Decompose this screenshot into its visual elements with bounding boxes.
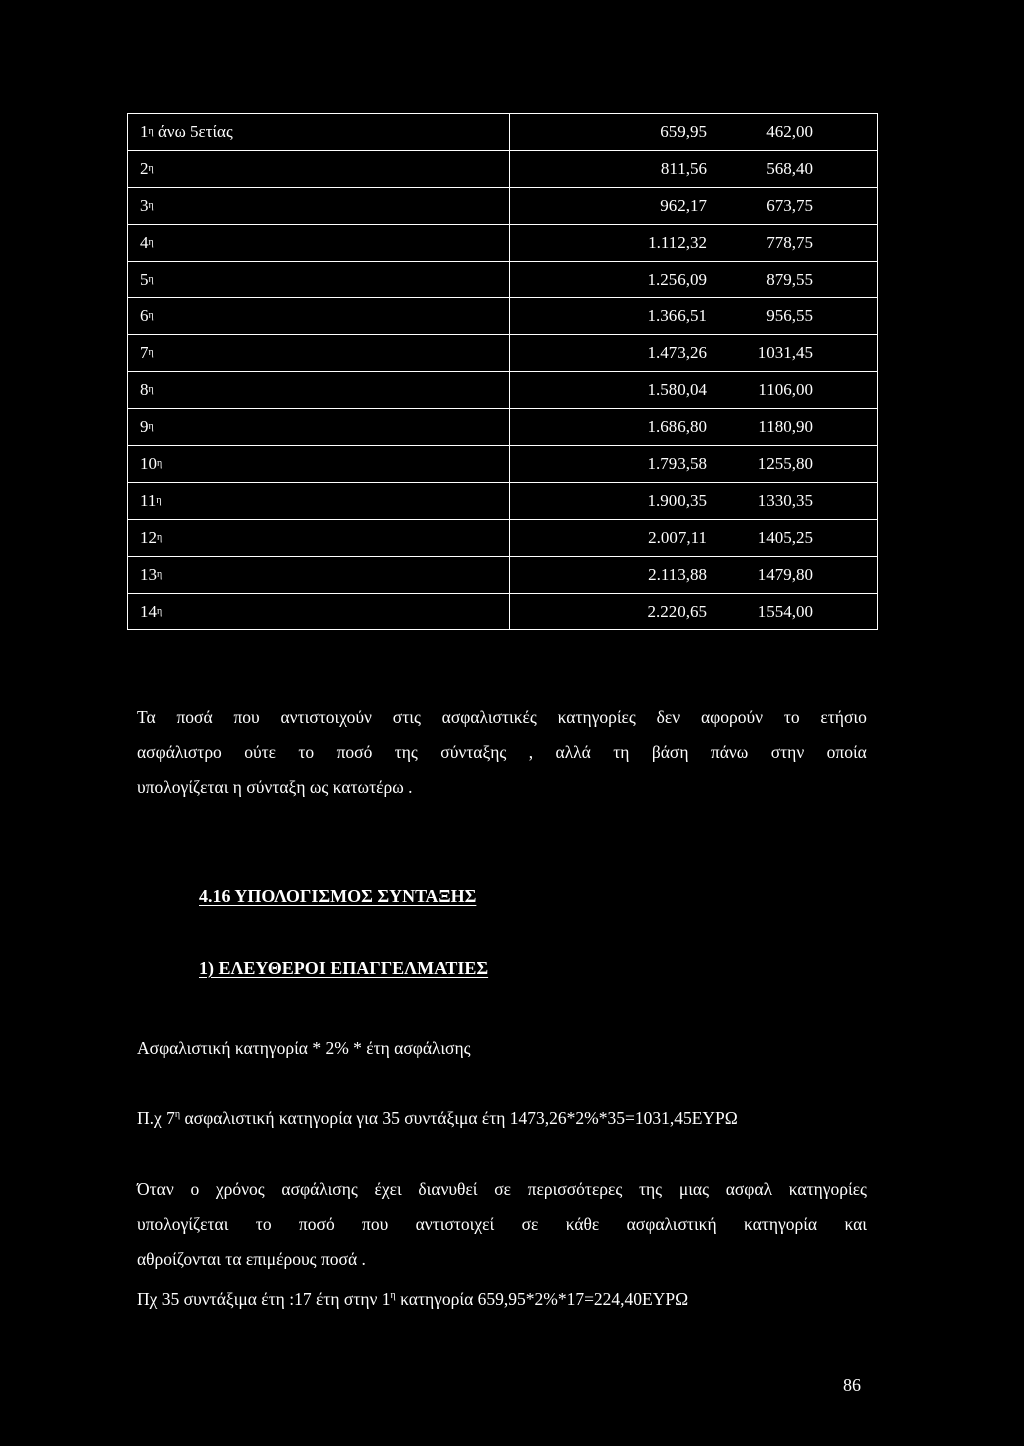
word: της: [394, 742, 418, 762]
paragraph-multiple-categories: [137, 1172, 867, 1277]
word: κατηγορίες: [557, 707, 636, 727]
table-row: [128, 188, 877, 225]
category-number: 12: [140, 527, 157, 547]
category-number: 8: [140, 380, 149, 400]
formula-text: Ασφαλιστική κατηγορία * 2% * έτη ασφάλισης: [137, 1038, 471, 1058]
page-number: 86: [843, 1375, 861, 1395]
amount-cell: 2.007,11: [648, 527, 707, 547]
amount-cell: 1.686,80: [647, 417, 707, 437]
word: αλλά: [555, 742, 591, 762]
table-row: [128, 114, 877, 151]
amount-cell: 659,95: [660, 121, 707, 141]
table-row: [128, 483, 877, 520]
category-number: 4: [140, 232, 149, 252]
table-row: [128, 335, 877, 372]
amount-cell: 2.113,88: [648, 564, 707, 584]
category-number: 5: [140, 269, 149, 289]
word: ο: [190, 1179, 200, 1199]
word: σε: [494, 1179, 511, 1199]
base-amount-cell: 1405,25: [757, 527, 813, 547]
word: κατηγορία: [743, 1214, 818, 1234]
table-row: [128, 409, 877, 446]
word: χρόνος: [215, 1179, 265, 1199]
amount-cell: 1.580,04: [647, 380, 707, 400]
word: ετήσιο: [820, 707, 867, 727]
base-amount-cell: 673,75: [766, 195, 813, 215]
base-amount-cell: 778,75: [766, 232, 813, 252]
word: δεν: [656, 707, 681, 727]
table-row: [128, 225, 877, 262]
base-amount-cell: 1255,80: [757, 453, 813, 473]
category-number: 6: [140, 306, 149, 326]
paragraph-line: [137, 1207, 867, 1242]
category-number: 10: [140, 453, 157, 473]
table-row: [128, 520, 877, 557]
category-number: 3: [140, 195, 149, 215]
amount-cell: 1.256,09: [647, 269, 707, 289]
category-cell: 7 η: [128, 335, 510, 371]
table-row: [128, 151, 877, 188]
amount-cell: 811,56: [660, 158, 707, 178]
table-row: [128, 298, 877, 335]
example-1-rest: ασφαλιστική κατηγορία για 35 συντάξιμα έτη 1473,26*2%*35=1031,45ΕΥΡΩ: [180, 1108, 738, 1128]
word: ποσό: [298, 1214, 335, 1234]
paragraph-line: αθροίζονται τα επιμέρους ποσά .: [137, 1249, 366, 1269]
paragraph-line: [137, 735, 867, 770]
table-row: [128, 446, 877, 483]
word: διανυθεί: [418, 1179, 478, 1199]
base-amount-cell: 879,55: [766, 269, 813, 289]
word: ούτε: [244, 742, 276, 762]
category-cell: 1 η άνω 5ετίας: [128, 114, 510, 150]
example-1: [137, 1101, 867, 1136]
table-row: [128, 594, 877, 631]
base-amount-cell: 1330,35: [757, 490, 813, 510]
word: το: [255, 1214, 272, 1234]
word: περισσότερες: [527, 1179, 623, 1199]
word: έχει: [374, 1179, 402, 1199]
base-amount-cell: 568,40: [766, 158, 813, 178]
category-number: 11: [140, 490, 157, 510]
word: Τα: [137, 707, 156, 727]
example-2-prefix: Πχ 35 συντάξιμα έτη :17 έτη στην 1: [137, 1289, 391, 1309]
amount-cell: 962,17: [660, 195, 707, 215]
word: στις: [392, 707, 421, 727]
category-note: άνω 5ετίας: [153, 121, 233, 141]
category-cell: 9 η: [128, 409, 510, 445]
section-heading: 4.16 ΥΠΟΛΟΓΙΣΜΟΣ ΣΥΝΤΑΞΗΣ: [199, 886, 477, 906]
word: που: [362, 1214, 389, 1234]
base-amount-cell: 1479,80: [757, 564, 813, 584]
word: της: [639, 1179, 663, 1199]
category-cell: 13 η: [128, 557, 510, 593]
amount-cell: 1.112,32: [648, 232, 707, 252]
word: ποσά: [176, 707, 213, 727]
base-amount-cell: 1031,45: [757, 343, 813, 363]
example-2-rest: κατηγορία 659,95*2%*17=224,40ΕΥΡΩ: [395, 1289, 689, 1309]
word: μιας: [678, 1179, 710, 1199]
base-amount-cell: 1106,00: [758, 380, 813, 400]
word: πάνω: [710, 742, 749, 762]
word: σε: [521, 1214, 539, 1234]
word: Όταν: [137, 1179, 174, 1199]
category-cell: 5 η: [128, 262, 510, 298]
example-1-prefix: Π.χ 7: [137, 1108, 175, 1128]
paragraph-line: [137, 700, 867, 735]
paragraph-amounts-note: [137, 700, 867, 805]
table-row: [128, 372, 877, 409]
insurance-category-table: [127, 113, 878, 630]
category-cell: 4 η: [128, 225, 510, 261]
word: τη: [613, 742, 630, 762]
word: υπολογίζεται: [137, 1214, 229, 1234]
amount-cell: 1.473,26: [647, 343, 707, 363]
subsection-heading: 1) ΕΛΕΥΘΕΡΟΙ ΕΠΑΓΓΕΛΜΑΤΙΕΣ: [199, 958, 489, 978]
amount-cell: 1.793,58: [647, 453, 707, 473]
word: ,: [528, 742, 534, 762]
example-1-ordinal: η: [174, 1109, 181, 1121]
category-number: 1: [140, 121, 149, 141]
word: το: [783, 707, 800, 727]
category-number: 9: [140, 417, 149, 437]
category-cell: 12 η: [128, 520, 510, 556]
category-cell: 14 η: [128, 594, 510, 630]
paragraph-line: [137, 1172, 867, 1207]
word: στην: [770, 742, 805, 762]
base-amount-cell: 1554,00: [757, 601, 813, 621]
word: βάση: [651, 742, 689, 762]
word: κάθε: [565, 1214, 600, 1234]
category-cell: 10 η: [128, 446, 510, 482]
word: ασφαλιστική: [626, 1214, 717, 1234]
word: αφορούν: [700, 707, 764, 727]
category-cell: 8 η: [128, 372, 510, 408]
base-amount-cell: 1180,90: [758, 417, 813, 437]
word: και: [844, 1214, 867, 1234]
paragraph-line: υπολογίζεται η σύνταξη ως κατωτέρω .: [137, 777, 413, 797]
example-2-ordinal: η: [390, 1290, 396, 1302]
base-amount-cell: 462,00: [766, 121, 813, 141]
word: ποσό: [336, 742, 373, 762]
amount-cell: 1.900,35: [647, 490, 707, 510]
word: αντιστοιχεί: [415, 1214, 495, 1234]
word: το: [298, 742, 315, 762]
word: σύνταξης: [440, 742, 507, 762]
base-amount-cell: 956,55: [766, 306, 813, 326]
word: ασφάλισης: [281, 1179, 358, 1199]
category-number: 14: [140, 601, 157, 621]
category-number: 7: [140, 343, 149, 363]
amount-cell: 1.366,51: [647, 306, 707, 326]
word: οποία: [826, 742, 867, 762]
word: ασφαλ: [725, 1179, 773, 1199]
word: αντιστοιχούν: [280, 707, 372, 727]
table-row: [128, 557, 877, 594]
category-number: 13: [140, 564, 157, 584]
word: ασφαλιστικές: [441, 707, 537, 727]
category-cell: 11 η: [128, 483, 510, 519]
category-cell: 6 η: [128, 298, 510, 334]
category-cell: 2 η: [128, 151, 510, 187]
table-row: [128, 262, 877, 299]
category-number: 2: [140, 158, 149, 178]
word: ασφάλιστρο: [137, 742, 222, 762]
word: που: [233, 707, 260, 727]
example-2: [137, 1282, 867, 1317]
category-cell: 3 η: [128, 188, 510, 224]
amount-cell: 2.220,65: [647, 601, 707, 621]
word: κατηγορίες: [788, 1179, 867, 1199]
